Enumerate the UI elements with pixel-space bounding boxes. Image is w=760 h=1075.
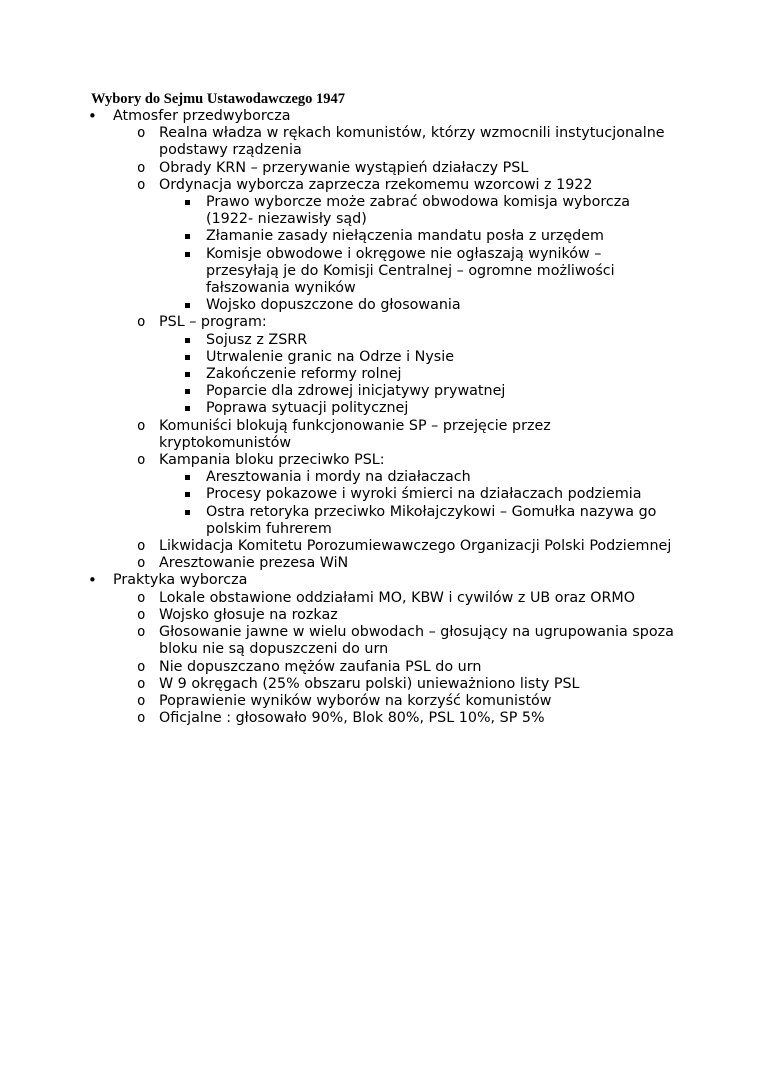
list-item bbox=[0, 486, 760, 503]
bullet-icon: • bbox=[88, 571, 97, 590]
outline-list bbox=[0, 108, 760, 727]
circle-bullet-icon: o bbox=[137, 589, 146, 606]
list-item bbox=[0, 125, 760, 159]
circle-bullet-icon: o bbox=[137, 658, 146, 675]
square-bullet-icon bbox=[185, 355, 190, 360]
list-item bbox=[0, 314, 760, 331]
square-bullet-icon bbox=[185, 389, 190, 394]
list-item-text: Aresztowania i mordy na działaczach bbox=[206, 469, 471, 486]
list-item bbox=[0, 693, 760, 710]
list-item bbox=[0, 246, 760, 298]
list-item-text: Nie dopuszczano mężów zaufania PSL do urn bbox=[159, 658, 482, 675]
document-title: Wybory do Sejmu Ustawodawczego 1947 bbox=[91, 91, 346, 107]
square-bullet-icon bbox=[185, 406, 190, 411]
list-item-text: Lokale obstawione oddziałami MO, KBW i cywilów z UB oraz ORMO bbox=[159, 589, 635, 606]
list-item-text: Praktyka wyborcza bbox=[113, 572, 248, 589]
list-item bbox=[0, 590, 760, 607]
list-item-text: Komisje obwodowe i okręgowe nie ogłaszają wyników – przesyłają je do Komisji Centralnej – ogromne możliwości fałszowania wyników bbox=[206, 245, 615, 297]
list-item-text: Sojusz z ZSRR bbox=[206, 331, 308, 348]
list-item-text: Utrwalenie granic na Odrze i Nysie bbox=[206, 348, 455, 365]
circle-bullet-icon: o bbox=[137, 624, 146, 641]
list-item-text: Oficjalne : głosowało 90%, Blok 80%, PSL 10%, SP 5% bbox=[159, 710, 545, 727]
square-bullet-icon bbox=[185, 303, 190, 308]
square-bullet-icon bbox=[185, 252, 190, 257]
circle-bullet-icon: o bbox=[137, 452, 146, 469]
list-item-text: Wojsko głosuje na rozkaz bbox=[159, 606, 338, 623]
square-bullet-icon bbox=[185, 234, 190, 239]
square-bullet-icon bbox=[185, 372, 190, 377]
circle-bullet-icon: o bbox=[137, 125, 146, 142]
square-bullet-icon bbox=[185, 338, 190, 343]
list-item-text: Likwidacja Komitetu Porozumiewawczego Organizacji Polski Podziemnej bbox=[159, 538, 672, 555]
list-item bbox=[0, 177, 760, 194]
circle-bullet-icon: o bbox=[137, 555, 146, 572]
square-bullet-icon bbox=[185, 475, 190, 480]
list-item bbox=[0, 332, 760, 349]
list-item-text: Złamanie zasady niełączenia mandatu posła z urzędem bbox=[206, 228, 604, 245]
square-bullet-icon bbox=[185, 200, 190, 205]
list-item bbox=[0, 624, 760, 658]
list-item-text: Aresztowanie prezesa WiN bbox=[159, 555, 349, 572]
list-item bbox=[0, 349, 760, 366]
list-item-text: Komuniści blokują funkcjonowanie SP – przejęcie przez kryptokomunistów bbox=[159, 417, 551, 451]
list-item bbox=[0, 659, 760, 676]
circle-bullet-icon: o bbox=[137, 538, 146, 555]
list-item-text: Ostra retoryka przeciwko Mikołajczykowi – Gomułka nazywa go polskim fuhrerem bbox=[206, 503, 657, 537]
list-item bbox=[0, 160, 760, 177]
list-item bbox=[0, 366, 760, 383]
circle-bullet-icon: o bbox=[137, 606, 146, 623]
list-item bbox=[0, 452, 760, 469]
list-item bbox=[0, 555, 760, 572]
list-item-text: Poparcie dla zdrowej inicjatywy prywatnej bbox=[206, 383, 506, 400]
list-item bbox=[0, 194, 760, 228]
list-item-text: Obrady KRN – przerywanie wystąpień działaczy PSL bbox=[159, 159, 529, 176]
list-item-text: Poprawienie wyników wyborów na korzyść komunistów bbox=[159, 692, 552, 709]
bullet-icon: • bbox=[88, 107, 97, 125]
square-bullet-icon bbox=[185, 492, 190, 497]
list-item-text: Atmosfer przedwyborcza bbox=[113, 108, 291, 124]
list-item bbox=[0, 607, 760, 624]
square-bullet-icon bbox=[185, 510, 190, 515]
circle-bullet-icon: o bbox=[137, 417, 146, 434]
list-item bbox=[0, 400, 760, 417]
list-item-text: Zakończenie reformy rolnej bbox=[206, 366, 402, 383]
list-item-text: Poprawa sytuacji politycznej bbox=[206, 400, 409, 417]
list-item-text: Realna władza w rękach komunistów, którzy wzmocnili instytucjonalne podstawy rządzenia bbox=[159, 125, 665, 159]
circle-bullet-icon: o bbox=[137, 692, 146, 709]
circle-bullet-icon: o bbox=[137, 675, 146, 692]
list-item bbox=[0, 710, 760, 727]
list-item bbox=[0, 676, 760, 693]
list-item bbox=[0, 297, 760, 314]
list-item bbox=[0, 572, 760, 589]
list-item bbox=[0, 418, 760, 452]
list-item-text: W 9 okręgach (25% obszaru polski) unieważniono listy PSL bbox=[159, 675, 580, 692]
list-item bbox=[0, 469, 760, 486]
list-item bbox=[0, 538, 760, 555]
circle-bullet-icon: o bbox=[137, 159, 146, 176]
circle-bullet-icon: o bbox=[137, 176, 146, 193]
list-item-text: Ordynacja wyborcza zaprzecza rzekomemu wzorcowi z 1922 bbox=[159, 176, 593, 193]
list-item bbox=[0, 504, 760, 538]
list-item-text: Głosowanie jawne w wielu obwodach – głosujący na ugrupowania spoza bloku nie są dopuszczeni do urn bbox=[159, 624, 674, 658]
list-item-text: Procesy pokazowe i wyroki śmierci na działaczach podziemia bbox=[206, 486, 642, 503]
list-item-text: Kampania bloku przeciwko PSL: bbox=[159, 452, 385, 469]
list-item bbox=[0, 108, 760, 125]
circle-bullet-icon: o bbox=[137, 314, 146, 331]
list-item-text: Wojsko dopuszczone do głosowania bbox=[206, 297, 461, 314]
list-item-text: Prawo wyborcze może zabrać obwodowa komisja wyborcza (1922- niezawisły sąd) bbox=[206, 194, 631, 228]
list-item-text: PSL – program: bbox=[159, 314, 267, 331]
list-item bbox=[0, 228, 760, 245]
circle-bullet-icon: o bbox=[137, 710, 146, 727]
list-item bbox=[0, 383, 760, 400]
